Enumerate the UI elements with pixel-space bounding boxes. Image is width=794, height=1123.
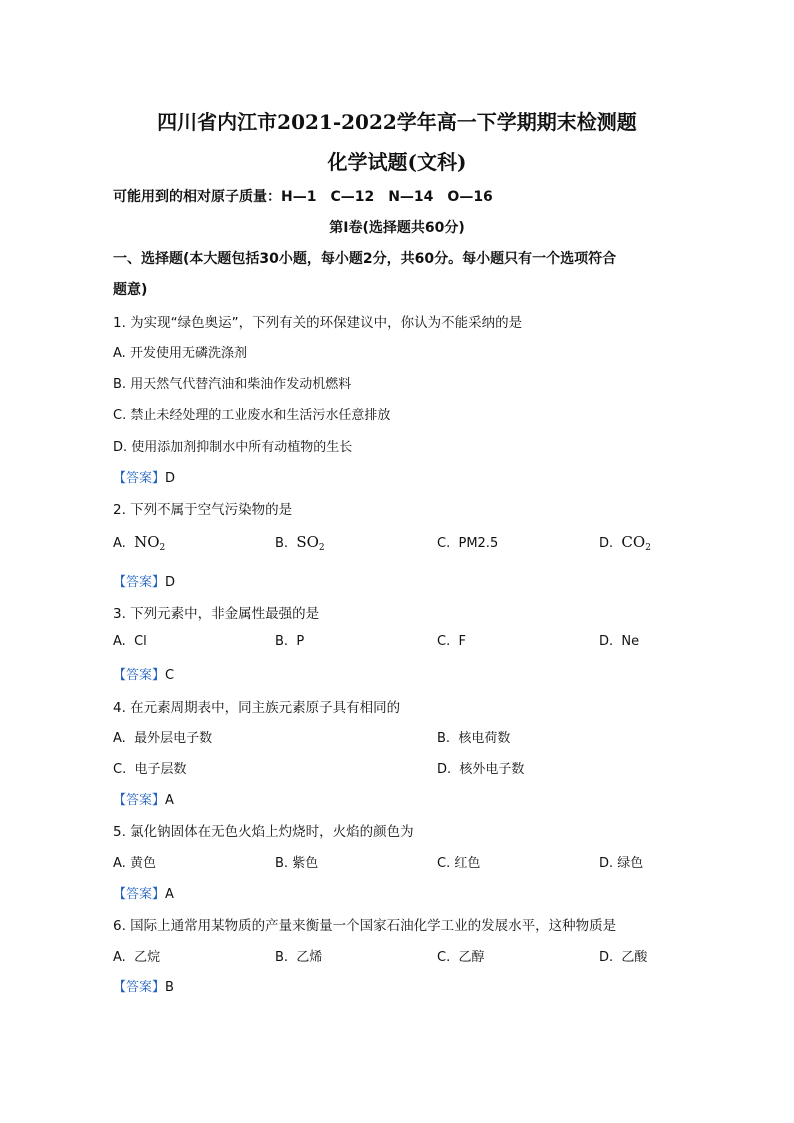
- option-letter: A.: [113, 856, 126, 871]
- option-letter: D.: [113, 440, 128, 455]
- option-text: 绿色: [617, 856, 644, 871]
- option-text: 黄色: [129, 856, 156, 871]
- option-letter: D.: [599, 950, 614, 965]
- question-stem: 5. 氯化钠固体在无色火焰上灼烧时，火焰的颜色为: [113, 824, 414, 840]
- option-letter: A.: [113, 634, 126, 649]
- option: [113, 727, 212, 746]
- option-letter: D.: [599, 634, 614, 649]
- option: [113, 533, 165, 553]
- option-text: 乙烷: [134, 950, 161, 965]
- option: [437, 758, 524, 777]
- answer-tag: 【答案】: [113, 793, 166, 808]
- option: [113, 852, 156, 871]
- question-stem: 2. 下列不属于空气污染物的是: [113, 502, 293, 518]
- option: [113, 404, 390, 423]
- option-text: 乙酸: [621, 950, 648, 965]
- option-letter: C.: [113, 762, 127, 777]
- page-title: 四川省内江市2021-2022学年高一下学期期末检测题: [157, 110, 637, 134]
- option-text: P: [296, 634, 305, 649]
- option: [113, 436, 352, 455]
- answer-value: A: [165, 793, 174, 808]
- volume-title: 第Ⅰ卷(选择题共60分): [329, 220, 465, 236]
- option-text: 乙烯: [296, 950, 323, 965]
- option-letter: A.: [113, 731, 126, 746]
- question-stem: 3. 下列元素中，非金属性最强的是: [113, 606, 320, 622]
- option-text: 电子层数: [134, 762, 187, 777]
- answer-line: [113, 883, 174, 902]
- question-stem: 1. 为实现“绿色奥运”，下列有关的环保建议中，你认为不能采纳的是: [113, 315, 523, 331]
- chem-formula: $NO_2$: [134, 533, 166, 553]
- option: [113, 373, 351, 392]
- answer-value: C: [165, 668, 175, 683]
- option-letter: C.: [437, 856, 451, 871]
- section-title: 一、选择题(本大题包括30小题，每小题2分，共60分。每小题只有一个选项符合: [113, 251, 617, 267]
- option-letter: A.: [113, 346, 126, 361]
- option-text: 红色: [454, 856, 481, 871]
- option-text: 最外层电子数: [134, 731, 213, 746]
- option-text: F: [458, 634, 466, 649]
- option: [275, 533, 325, 553]
- option: [599, 852, 643, 871]
- option-letter: A.: [113, 950, 126, 965]
- option: [437, 727, 510, 746]
- option: [437, 946, 485, 965]
- answer-value: A: [165, 887, 174, 902]
- option-letter: D.: [437, 762, 452, 777]
- chem-formula: $CO_2$: [621, 533, 651, 553]
- chem-formula: $SO_2$: [296, 533, 325, 553]
- answer-value: D: [165, 575, 176, 590]
- option: [275, 634, 304, 649]
- option-letter: B.: [275, 634, 289, 649]
- option: [599, 533, 651, 553]
- option: [437, 634, 466, 649]
- option: [599, 634, 639, 649]
- option-text: 使用添加剂抑制水中所有动植物的生长: [131, 440, 353, 455]
- option-text: 乙醇: [458, 950, 485, 965]
- option-letter: B.: [113, 377, 127, 392]
- option: [275, 852, 318, 871]
- option-letter: B.: [275, 856, 289, 871]
- answer-line: [113, 976, 174, 995]
- answer-tag: 【答案】: [113, 980, 166, 995]
- option-text: 开发使用无磷洗涤剂: [129, 346, 247, 361]
- option-text: 用天然气代替汽油和柴油作发动机燃料: [130, 377, 352, 392]
- option-text: 核外电子数: [459, 762, 525, 777]
- option-letter: D.: [599, 536, 614, 551]
- answer-tag: 【答案】: [113, 668, 166, 683]
- option-letter: C.: [437, 536, 451, 551]
- answer-line: [113, 789, 174, 808]
- option-letter: B.: [275, 950, 289, 965]
- option-text: PM2.5: [458, 536, 499, 551]
- option: [437, 536, 498, 551]
- answer-value: D: [165, 471, 176, 486]
- option-text: 紫色: [292, 856, 319, 871]
- option-text: 核电荷数: [458, 731, 511, 746]
- option: [113, 634, 147, 649]
- option-text: Ne: [621, 634, 640, 649]
- question-stem: 4. 在元素周期表中，同主族元素原子具有相同的: [113, 700, 401, 716]
- option-text: 禁止未经处理的工业废水和生活污水任意排放: [130, 408, 391, 423]
- option: [113, 342, 247, 361]
- option-letter: D.: [599, 856, 614, 871]
- option-letter: C.: [113, 408, 127, 423]
- atomic-mass-line: 可能用到的相对原子质量：H—1 C—12 N—14 O—16: [113, 189, 493, 205]
- section-title-cont: 题意): [113, 282, 148, 298]
- question-stem: 6. 国际上通常用某物质的产量来衡量一个国家石油化学工业的发展水平，这种物质是: [113, 918, 617, 934]
- answer-line: [113, 664, 174, 683]
- option-text: Cl: [134, 634, 147, 649]
- option-letter: C.: [437, 950, 451, 965]
- page-subtitle: 化学试题(文科): [327, 150, 467, 174]
- option-letter: C.: [437, 634, 451, 649]
- option: [113, 946, 160, 965]
- answer-value: B: [165, 980, 174, 995]
- answer-line: [113, 467, 175, 486]
- option: [113, 758, 187, 777]
- answer-tag: 【答案】: [113, 575, 166, 590]
- option: [275, 946, 322, 965]
- option-letter: A.: [113, 536, 126, 551]
- answer-tag: 【答案】: [113, 887, 166, 902]
- option-letter: B.: [275, 536, 289, 551]
- answer-tag: 【答案】: [113, 471, 166, 486]
- answer-line: [113, 571, 175, 590]
- option-letter: B.: [437, 731, 451, 746]
- option: [599, 946, 647, 965]
- option: [437, 852, 480, 871]
